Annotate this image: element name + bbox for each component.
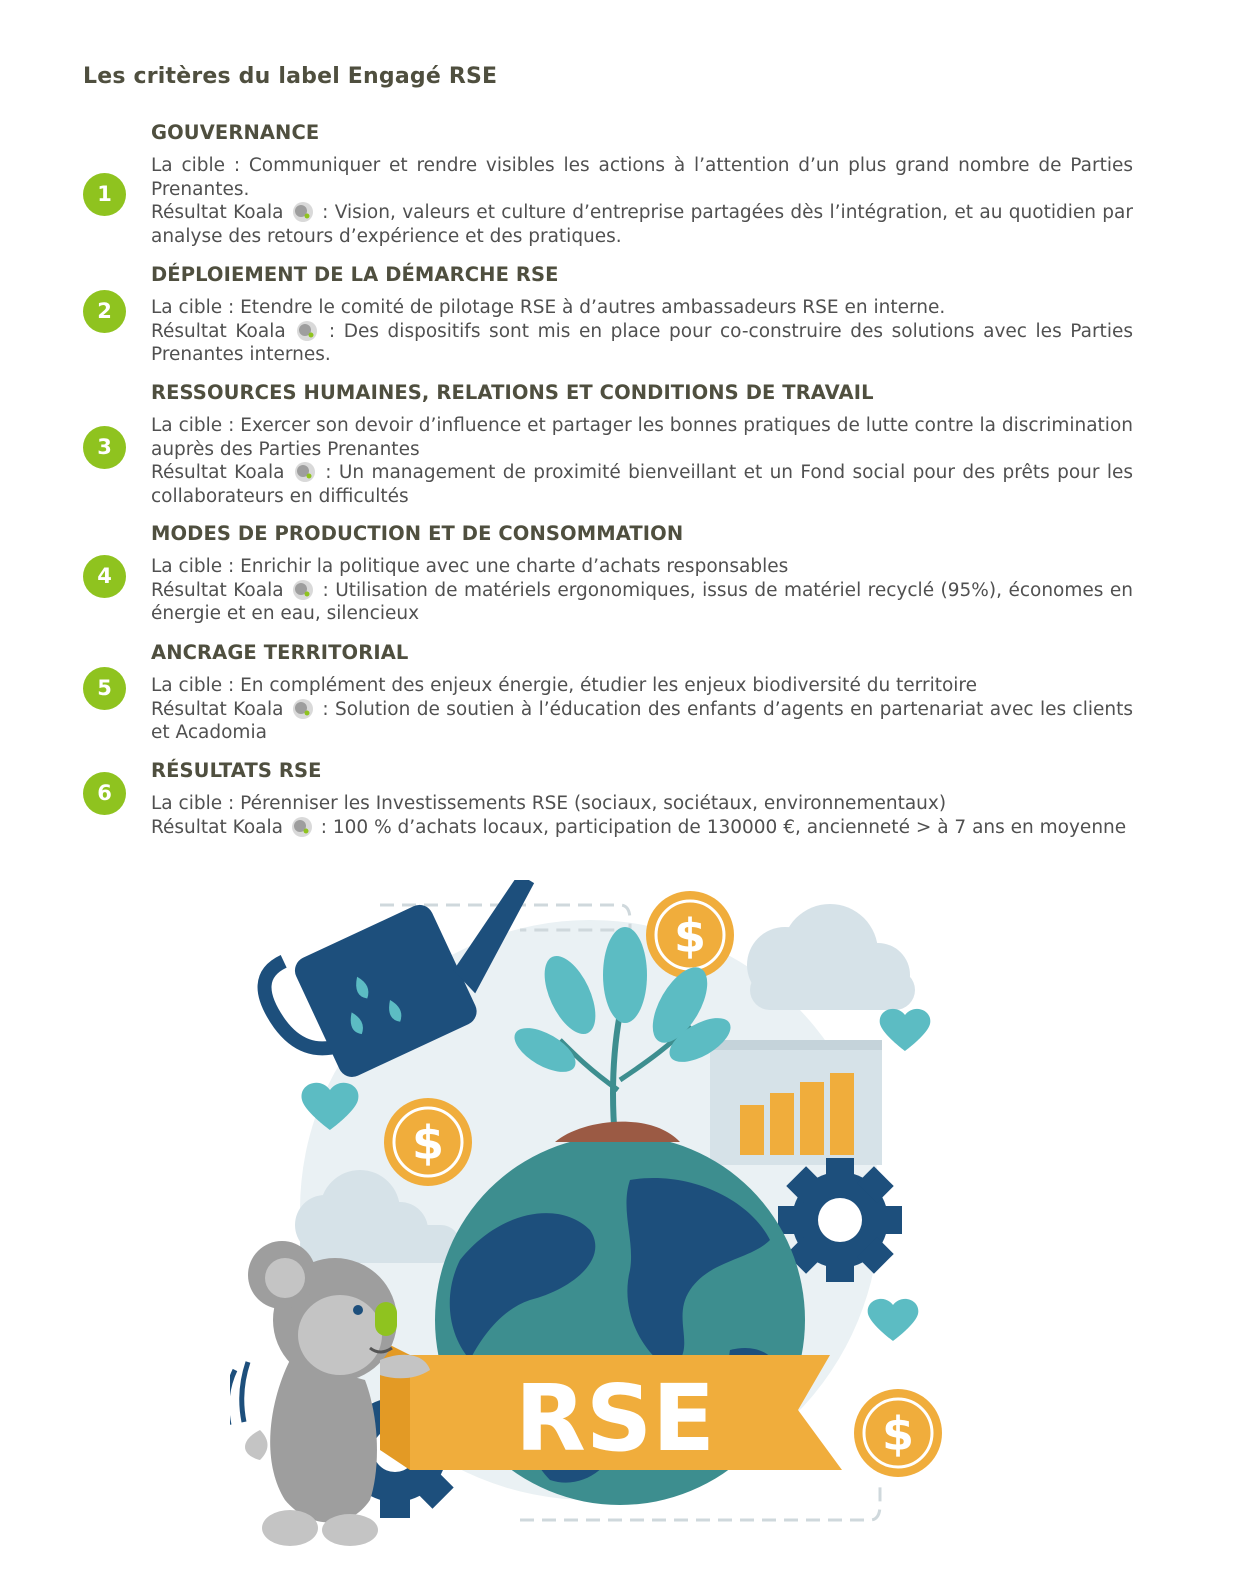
svg-text:$: $ <box>673 909 707 963</box>
criterion-number-badge: 6 <box>83 772 126 815</box>
banner-text: RSE <box>515 1365 715 1472</box>
koala-logo-icon <box>292 579 314 601</box>
criterion-heading: DÉPLOIEMENT DE LA DÉMARCHE RSE <box>151 263 559 286</box>
criterion-cible: La cible : Exercer son devoir d’influence et partager les bonnes pratiques de lutte contre la discrimination auprès des Parties Prenantes <box>151 415 1133 460</box>
criterion-heading: ANCRAGE TERRITORIAL <box>151 641 409 664</box>
koala-logo-icon <box>292 698 314 720</box>
criterion-cible: La cible : Etendre le comité de pilotage RSE à d’autres ambassadeurs RSE en interne. <box>151 297 946 318</box>
criterion-number-badge: 1 <box>83 173 126 216</box>
criterion-cible: La cible : Communiquer et rendre visibles les actions à l’attention d’un plus grand nombre de Parties Prenantes. <box>151 155 1133 200</box>
resultat-label: Résultat Koala <box>151 816 283 838</box>
koala-logo-icon <box>292 201 314 223</box>
criterion-cible: La cible : Pérenniser les Investissements RSE (sociaux, sociétaux, environnementaux) <box>151 793 947 814</box>
criterion-heading: RESSOURCES HUMAINES, RELATIONS ET CONDITIONS DE TRAVAIL <box>151 381 874 404</box>
criterion-number-badge: 2 <box>83 290 126 333</box>
svg-text:$: $ <box>881 1407 915 1461</box>
resultat-label: Résultat Koala <box>151 202 284 223</box>
criterion-resultat <box>151 698 1133 745</box>
svg-text:$: $ <box>411 1116 445 1170</box>
resultat-label: Résultat Koala <box>151 462 285 483</box>
resultat-text: : 100 % d’achats locaux, participation de 130000 €, ancienneté > à 7 ans en moyenne <box>320 816 1127 838</box>
criterion-resultat <box>151 201 1133 248</box>
cloud-icon <box>747 904 915 1010</box>
criterion-resultat <box>151 320 1133 367</box>
criterion-number-badge: 4 <box>83 555 126 598</box>
dollar-coin-icon <box>384 1098 472 1186</box>
criterion-heading: MODES DE PRODUCTION ET DE CONSOMMATION <box>151 522 684 545</box>
dollar-coin-icon <box>646 891 734 979</box>
koala-logo-icon <box>294 461 316 483</box>
resultat-text: : Solution de soutien à l’éducation des enfants d’agents en partenariat avec les clients et Acadomia <box>151 698 1133 743</box>
page-title: Les critères du label Engagé RSE <box>83 64 498 89</box>
resultat-text: : Vision, valeurs et culture d’entreprise partagées dès l’intégration, et au quotidien par analyse des retours d’expérience et des pratiques. <box>151 202 1133 247</box>
criterion-resultat <box>151 461 1133 508</box>
criterion-number-badge: 5 <box>83 667 126 710</box>
criterion-number-badge: 3 <box>83 426 126 469</box>
criterion-resultat <box>151 579 1133 626</box>
heart-icon <box>868 1299 919 1341</box>
koala-logo-icon <box>291 816 313 838</box>
resultat-label: Résultat Koala <box>151 320 286 342</box>
criterion-cible: La cible : En complément des enjeux énergie, étudier les enjeux biodiversité du territoire <box>151 675 978 696</box>
rse-banner <box>380 1340 842 1472</box>
criterion-heading: RÉSULTATS RSE <box>151 759 322 782</box>
dollar-coin-icon <box>854 1389 942 1477</box>
criterion-resultat <box>151 816 1133 840</box>
resultat-text: : Des dispositifs sont mis en place pour co-construire des solutions avec les Parties Prenantes internes. <box>151 320 1133 365</box>
bar-chart-icon <box>710 1040 882 1165</box>
heart-icon <box>880 1009 931 1051</box>
criterion-cible: La cible : Enrichir la politique avec une charte d’achats responsables <box>151 556 789 577</box>
resultat-label: Résultat Koala <box>151 698 284 720</box>
resultat-text: : Utilisation de matériels ergonomiques, issus de matériel recyclé (95%), économes en énergie et en eau, silencieux <box>151 579 1133 624</box>
gear-icon <box>778 1158 902 1282</box>
resultat-text: : Un management de proximité bienveillant et un Fond social pour des prêts pour les collaborateurs en difficultés <box>151 462 1133 507</box>
koala-logo-icon <box>296 320 318 342</box>
resultat-label: Résultat Koala <box>151 579 284 601</box>
criterion-heading: GOUVERNANCE <box>151 121 320 144</box>
rse-illustration <box>230 880 960 1580</box>
